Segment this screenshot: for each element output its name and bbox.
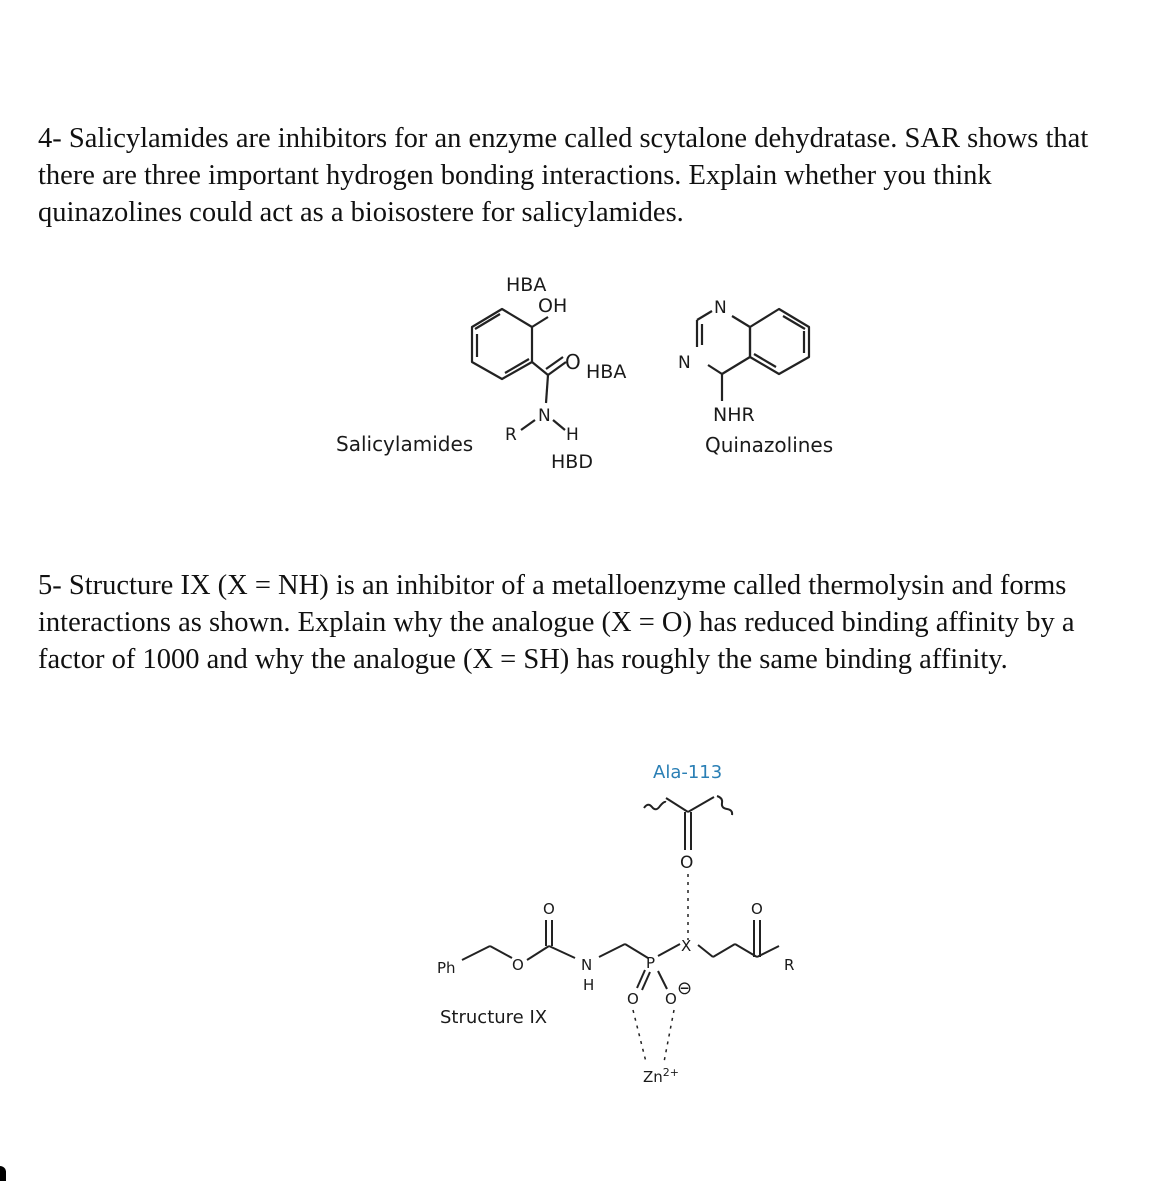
n-h-bond	[553, 420, 565, 430]
ring-inner-bond	[475, 314, 500, 329]
question-5-line-3: factor of 1000 and why the analogue (X = SH) has roughly the same binding affinity.	[38, 644, 1008, 675]
chain-bond	[527, 946, 549, 960]
nhr-label: NHR	[713, 404, 755, 426]
ring-bond	[732, 316, 750, 327]
p-o-bond	[658, 971, 667, 989]
bond-to-carbonyl	[532, 362, 548, 375]
zinc-symbol: Zn	[643, 1068, 663, 1086]
amide-h-label: H	[566, 425, 579, 445]
ring-bond	[722, 357, 750, 374]
h-label: H	[583, 976, 595, 994]
ala-bond-left	[666, 798, 688, 812]
question-4-line-2: there are three important hydrogen bonding interactions. Explain whether you think	[38, 160, 992, 191]
chain-bond	[462, 946, 490, 960]
carbonyl-o-label-1: O	[543, 900, 555, 918]
oh-label: OH	[538, 295, 568, 317]
structure-ix	[462, 920, 779, 990]
hba-label-mid: HBA	[586, 361, 627, 383]
quinazoline-n-top: N	[714, 298, 727, 318]
chain-bond	[625, 944, 648, 958]
question-4-line-3: quinazolines could act as a bioisostere for salicylamides.	[38, 197, 684, 228]
benzo-ring	[750, 309, 809, 374]
chain-bond	[698, 945, 713, 957]
ala-113-label: Ala-113	[653, 762, 723, 783]
amide-r-label: R	[505, 425, 517, 445]
hbd-label: HBD	[551, 451, 593, 473]
zn-coordination-dashed-line	[633, 1010, 646, 1062]
salicylamides-label: Salicylamides	[336, 432, 474, 456]
n-r-bond	[521, 420, 535, 430]
quinazolines-label: Quinazolines	[705, 433, 834, 457]
p-label: P	[646, 954, 656, 972]
n-label: N	[581, 956, 593, 974]
p-x-bond	[658, 944, 680, 956]
carbonyl-double-bond	[548, 362, 566, 375]
chain-bond	[713, 944, 735, 957]
bond-to-oh	[532, 317, 548, 327]
chain-bond	[549, 946, 575, 958]
question-4-line-1: 4- Salicylamides are inhibitors for an enzyme called scytalone dehydratase. SAR shows that	[38, 123, 1089, 154]
ala-113-fragment	[644, 796, 732, 850]
ester-o-label: O	[512, 956, 524, 974]
bond-to-amide-n	[546, 375, 548, 403]
phosphinate-o-label-2: O	[665, 990, 677, 1008]
zinc-charge: 2+	[662, 1066, 680, 1079]
r-label: R	[784, 956, 795, 974]
ala-o-label: O	[680, 853, 694, 873]
wavy-bond-right	[717, 796, 732, 815]
ala-bond-right	[688, 797, 714, 812]
ring-bond	[697, 311, 712, 320]
quinazoline-structure	[697, 309, 809, 401]
ring-bond	[708, 365, 722, 374]
amide-n-label: N	[538, 406, 551, 426]
salicylamide-benzene-ring	[472, 309, 532, 379]
question-5-line-1: 5- Structure IX (X = NH) is an inhibitor of a metalloenzyme called thermolysin and forms	[38, 570, 1067, 601]
question-5-line-2: interactions as shown. Explain why the analogue (X = O) has reduced binding affinity by a	[38, 607, 1075, 638]
zn-coordination-dashed-line	[664, 1010, 674, 1062]
chain-bond	[599, 944, 625, 957]
negative-charge-icon: ⊖	[677, 978, 693, 999]
wavy-bond-left	[644, 802, 666, 809]
carbonyl-o-label-2: O	[751, 900, 763, 918]
quinazoline-n-left: N	[678, 353, 691, 373]
zinc-ion-label	[643, 1066, 679, 1086]
carbonyl-o-label: O	[565, 350, 581, 374]
ph-label: Ph	[437, 959, 456, 977]
phosphinate-o-label-1: O	[627, 990, 639, 1008]
salicylamide-structure	[472, 309, 566, 430]
window-corner-edge	[0, 1166, 6, 1181]
structure-ix-label: Structure IX	[440, 1007, 548, 1028]
hba-label-top: HBA	[506, 274, 547, 296]
chain-bond	[490, 946, 512, 958]
x-label: X	[681, 937, 692, 955]
